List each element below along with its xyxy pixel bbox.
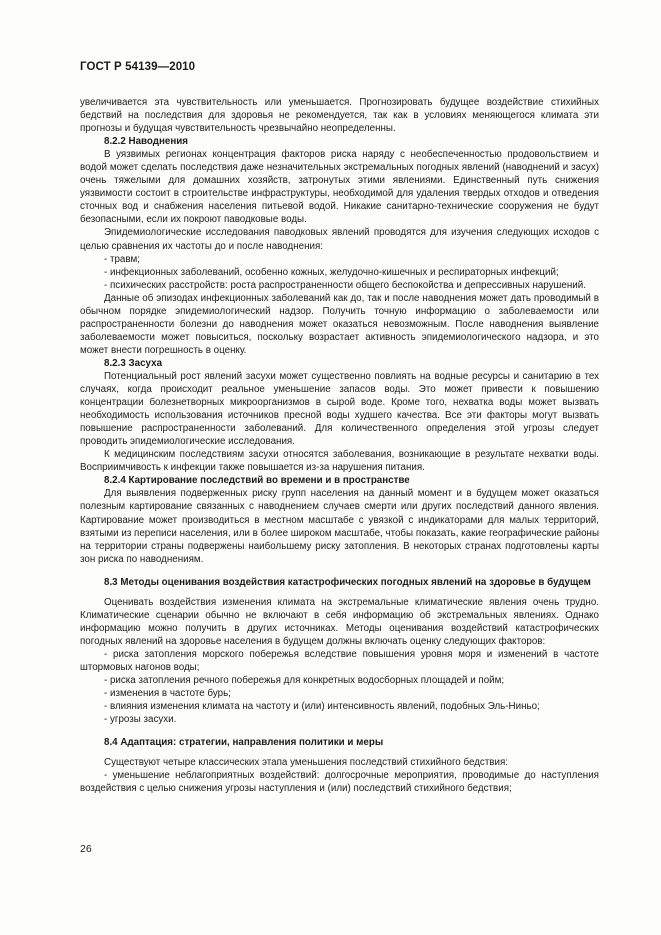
list-item: - изменения в частоте бурь; (104, 688, 231, 700)
section-heading: 8.2.4 Картирование последствий во времени и в пространстве (104, 475, 410, 487)
list-item: - уменьшение неблагоприятных воздействий: долгосрочные мероприятия, проводимые до наступления воздействия с целью снижения угрозы наступления и (или) последствий стихийного бедствия; (80, 770, 599, 795)
list-item: - травм; (104, 253, 140, 265)
document-header: ГОСТ Р 54139—2010 (80, 61, 196, 73)
paragraph: увеличивается эта чувствительность или уменьшается. Прогнозировать будущее воздействие стихийных бедствий на последствия для здоровья не рекомендуется, так как в условиях меняющегося климата эти прогнозы и будущая чувствительность чрезвычайно неопределенны. (80, 97, 599, 135)
paragraph: Оценивать воздействия изменения климата на экстремальные климатические явления очень трудно. Климатические сценарии обычно не включают в себя информацию об экстремальных явлениях. Однако информацию можно получить в других источниках. Методы оценивания воздействий катастрофических погодных явлений на здоровье населения в будущем должны включать оценку следующих факторов: (80, 596, 599, 647)
paragraph: В уязвимых регионах концентрация факторов риска наряду с необеспеченностью продовольствием и водой может сделать последствия даже незначительных экстремальных погодных явлений (наводнений и засух) очень тяжелыми для домашних хозяйств, затронутых этими явлениями. Единственный путь снижения уязвимости состоит в строительстве инфраструктуры, необходимой для удаления твердых отходов и отведения сточных вод и снабжения населения питьевой водой. Никакие санитарно-технические сооружения не будут безопасными, если их покроют паводковые воды. (80, 149, 599, 226)
list-item: - инфекционных заболеваний, особенно кожных, желудочно-кишечных и респираторных инфекций; (104, 266, 559, 278)
paragraph: Для выявления подверженных риску групп населения на данный момент и в будущем может оказаться полезным картирование связанных с наводнением случаев смерти или других последствий данного явления. Картирование может производиться в местном масштабе с увязкой с индикаторами для малых территорий, взятыми из переписи населения, или в более широком масштабе, чтобы показать, какие географические районы на территории страны подвержены наибольшему риску затопления. В некоторых странах подготовлены карты зон риска по наводнениям. (80, 488, 599, 565)
section-heading: 8.2.3 Засуха (104, 357, 163, 369)
paragraph: Потенциальный рост явлений засухи может существенно повлиять на водные ресурсы и санитарию в тех случаях, когда происходит реальное уменьшение запасов воды. Это может привести к повышению концентрации болезнетворных микроорганизмов в сырой воде. Кроме того, нехватка воды может вызвать необходимость использования источников пресной воды худшего качества. Все эти факторы могут вызвать повышение распространенности заболеваний. Для количественного определения этой угрозы следует проводить эпидемиологические исследования. (80, 370, 599, 448)
list-item: - психических расстройств: роста распространенности общего беспокойства и депрессивных нарушений. (104, 279, 586, 291)
page-number: 26 (80, 843, 92, 855)
section-heading: 8.2.2 Наводнения (104, 136, 189, 148)
list-item: - риска затопления морского побережья вследствие повышения уровня моря и изменений в частоте штормовых нагонов воды; (80, 648, 599, 673)
paragraph: К медицинским последствиям засухи относятся заболевания, возникающие в результате нехватки воды. Восприимчивость к инфекции также повышается из-за нарушения питания. (80, 449, 599, 474)
list-item: - влияния изменения климата на частоту и (или) интенсивность явлений, подобных Эль-Ниньо; (104, 701, 540, 713)
paragraph: Эпидемиологические исследования паводковых явлений проводятся для изучения следующих исходов с целью сравнения их частоты до и после наводнения: (80, 227, 599, 252)
section-heading: 8.3 Методы оценивания воздействия катастрофических погодных явлений на здоровье в будущем (104, 576, 591, 588)
document-body (80, 96, 599, 795)
list-item: - угрозы засухи. (104, 714, 177, 726)
paragraph: Данные об эпизодах инфекционных заболеваний как до, так и после наводнения может дать проводимый в обычном порядке эпидемиологический надзор. Получить точную информацию о заболеваемости или распространенности болезни до наводнения может оказаться невозможным. После наводнения выявление заболеваемости может повыситься, поскольку возрастает активность эпидемиологического надзора, и это может внести погрешность в оценку. (80, 292, 599, 356)
list-item: - риска затопления речного побережья для конкретных водосборных площадей и пойм; (104, 675, 505, 687)
paragraph: Существуют четыре классических этапа уменьшения последствий стихийного бедствия: (104, 757, 509, 769)
section-heading: 8.4 Адаптация: стратегии, направления политики и меры (104, 737, 384, 749)
